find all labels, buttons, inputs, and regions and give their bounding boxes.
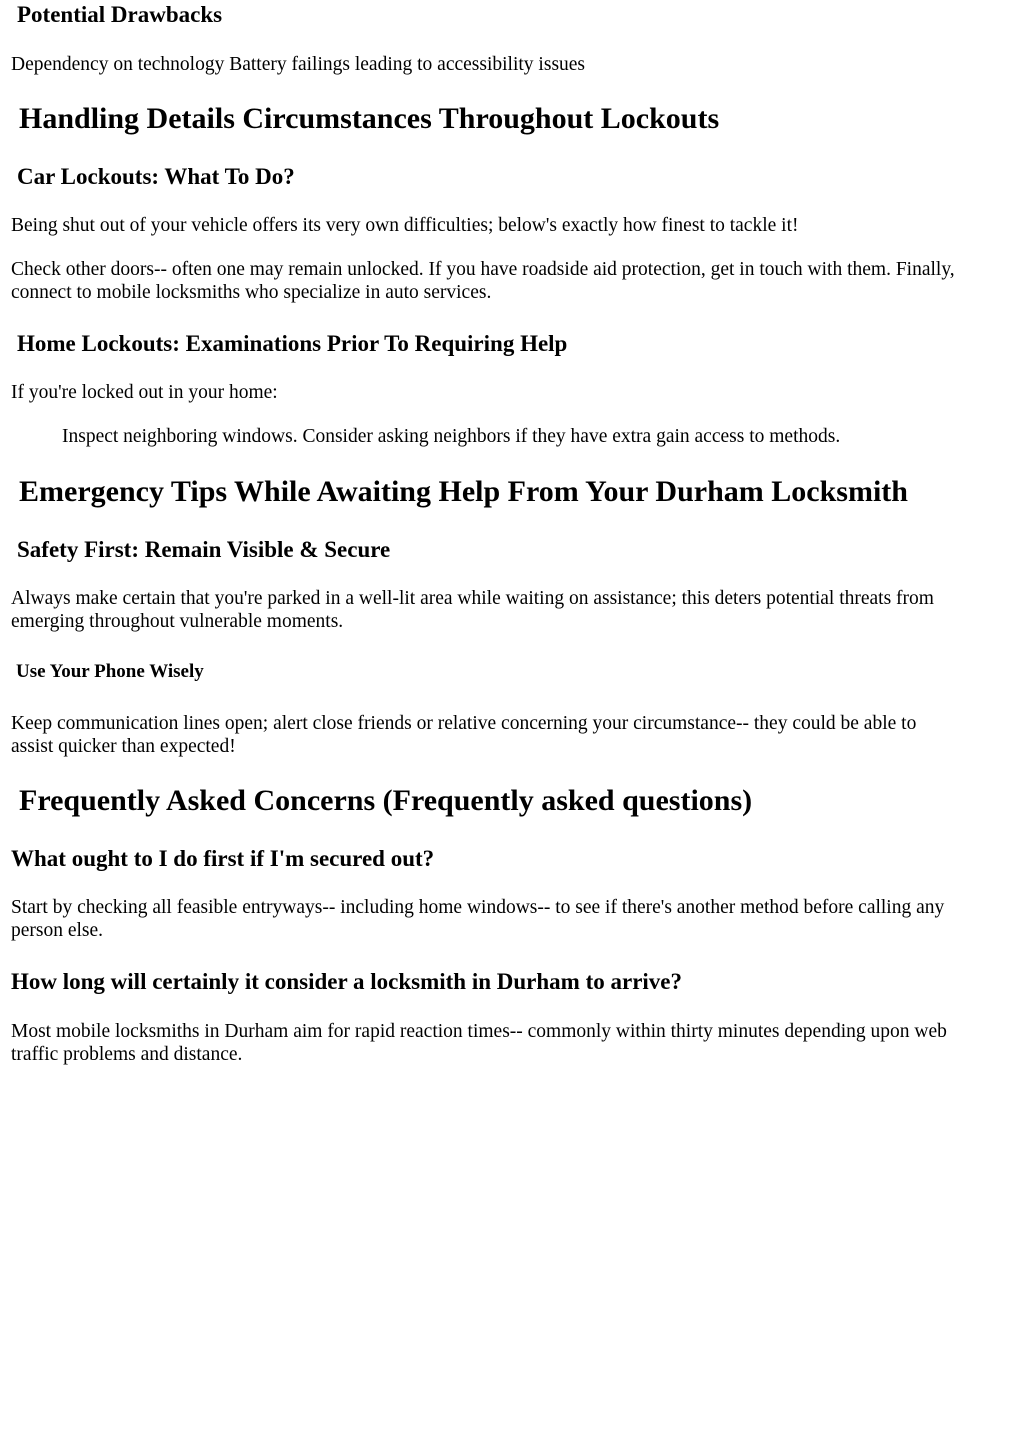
- faq-answer-2-line1: Most mobile locksmiths in Durham aim for rapid reaction times-- commonly within thirty minutes depending upon web: [11, 1021, 947, 1042]
- paragraph-safety-first-line1: Always make certain that you're parked in a well-lit area while waiting on assistance; this deters potential threats from: [11, 588, 934, 609]
- paragraph-car-lockouts-line2: connect to mobile locksmiths who specialize in auto services.: [11, 282, 492, 303]
- paragraph-use-phone-line2: assist quicker than expected!: [11, 736, 236, 757]
- paragraph-safety-first-line2: emerging throughout vulnerable moments.: [11, 611, 344, 632]
- paragraph-car-lockouts-intro: Being shut out of your vehicle offers its very own difficulties; below's exactly how finest to tackle it!: [11, 215, 799, 236]
- faq-question-2: How long will certainly it consider a locksmith in Durham to arrive?: [11, 969, 683, 994]
- blockquote-home-lockouts: Inspect neighboring windows. Consider asking neighbors if they have extra gain access to methods.: [62, 426, 841, 447]
- paragraph-use-phone-line1: Keep communication lines open; alert close friends or relative concerning your circumstance-- they could be able to: [11, 713, 917, 734]
- faq-answer-1-line2: person else.: [11, 920, 104, 941]
- heading-car-lockouts: Car Lockouts: What To Do?: [17, 164, 295, 189]
- paragraph-car-lockouts-line1: Check other doors-- often one may remain unlocked. If you have roadside aid protection, get in touch with them. Finally,: [11, 259, 955, 280]
- heading-handling-circumstances: Handling Details Circumstances Throughout Lockouts: [19, 102, 720, 135]
- heading-potential-drawbacks: Potential Drawbacks: [17, 2, 223, 27]
- heading-home-lockouts: Home Lockouts: Examinations Prior To Requiring Help: [17, 331, 568, 356]
- paragraph-home-lockouts-intro: If you're locked out in your home:: [11, 382, 278, 403]
- heading-use-phone: Use Your Phone Wisely: [16, 661, 204, 682]
- heading-safety-first: Safety First: Remain Visible & Secure: [17, 537, 391, 562]
- faq-answer-2-line2: traffic problems and distance.: [11, 1044, 243, 1065]
- faq-question-1: What ought to I do first if I'm secured out?: [11, 846, 435, 871]
- heading-emergency-tips: Emergency Tips While Awaiting Help From Your Durham Locksmith: [19, 475, 908, 508]
- heading-faq: Frequently Asked Concerns (Frequently asked questions): [19, 784, 753, 817]
- faq-answer-1-line1: Start by checking all feasible entryways-- including home windows-- to see if there's another method before calling any: [11, 897, 945, 918]
- paragraph-potential-drawbacks: Dependency on technology Battery failings leading to accessibility issues: [11, 54, 586, 75]
